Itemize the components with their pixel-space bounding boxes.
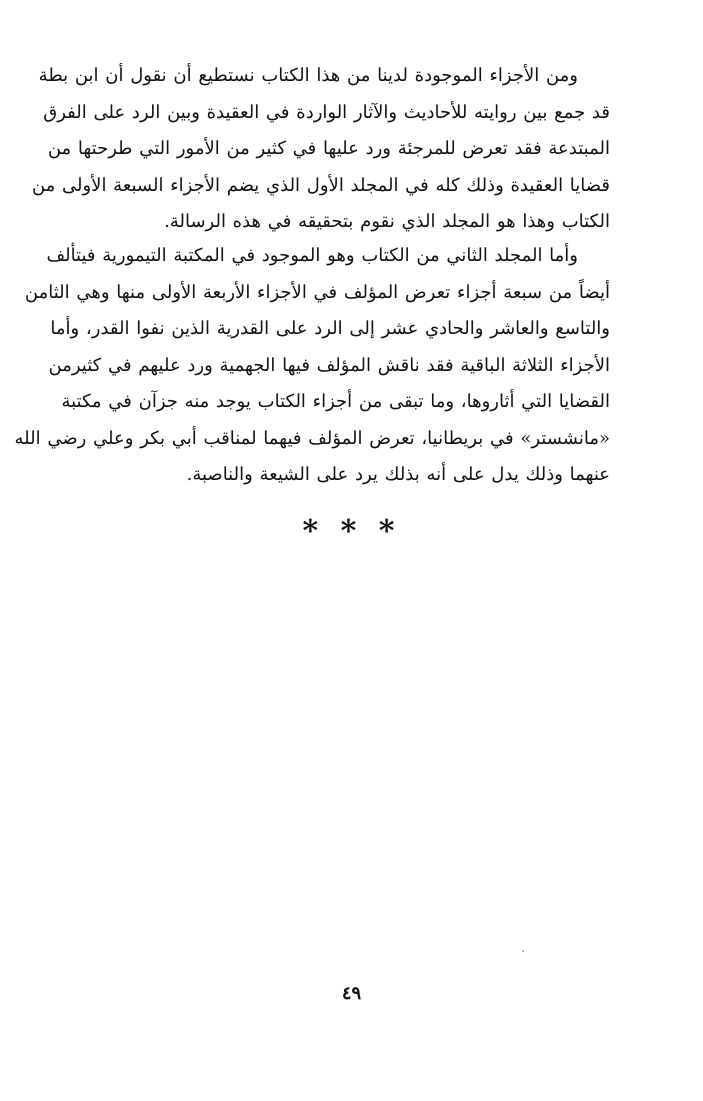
text-line: وأما المجلد الثاني من الكتاب وهو الموجود في المكتبة التيمورية فيتألف — [46, 245, 578, 266]
paper-speck — [522, 950, 524, 952]
text-line: قضايا العقيدة وذلك كله في المجلد الأول الذي يضم الأجزاء السبعة الأولى من — [31, 174, 610, 196]
text-line: القضايا التي أثاروها، وما تبقى من أجزاء الكتاب يوجد منه جزآن في مكتبة — [61, 391, 610, 412]
text-line: عنهما وذلك يدل على أنه بذلك يرد على الشيعة والناصبة. — [186, 464, 610, 485]
text-line: الأجزاء الثلاثة الباقية فقد ناقش المؤلف فيها الجهمية ورد عليهم في كثيرمن — [48, 354, 610, 376]
text-line: أيضاً من سبعة أجزاء تعرض المؤلف في الأجزاء الأربعة الأولى منها وهي الثامن — [24, 281, 610, 303]
text-line: والتاسع والعاشر والحادي عشر إلى الرد على القدرية الذين نفوا القدر، وأما — [50, 318, 610, 339]
paragraph-1 — [31, 58, 610, 241]
text-line: قد جمع بين روايته للأحاديث والآثار الواردة في العقيدة وبين الرد على الفرق — [43, 101, 610, 123]
section-separator: * * * — [302, 514, 401, 549]
text-line: ومن الأجزاء الموجودة لدينا من هذا الكتاب نستطيع أن نقول أن ابن بطة — [38, 65, 578, 86]
text-line: الكتاب وهذا هو المجلد الذي نقوم بتحقيقه في هذه الرسالة. — [164, 211, 610, 232]
text-line: «مانشستر» في بريطانيا، تعرض المؤلف فيهما لمناقب أبي بكر وعلي رضي الله — [14, 427, 610, 449]
paragraph-2 — [14, 238, 610, 494]
page-number: ٤٩ — [341, 983, 362, 1004]
text-line: المبتدعة فقد تعرض للمرجئة ورد عليها في كثير من الأمور التي طرحتها من — [47, 138, 610, 159]
